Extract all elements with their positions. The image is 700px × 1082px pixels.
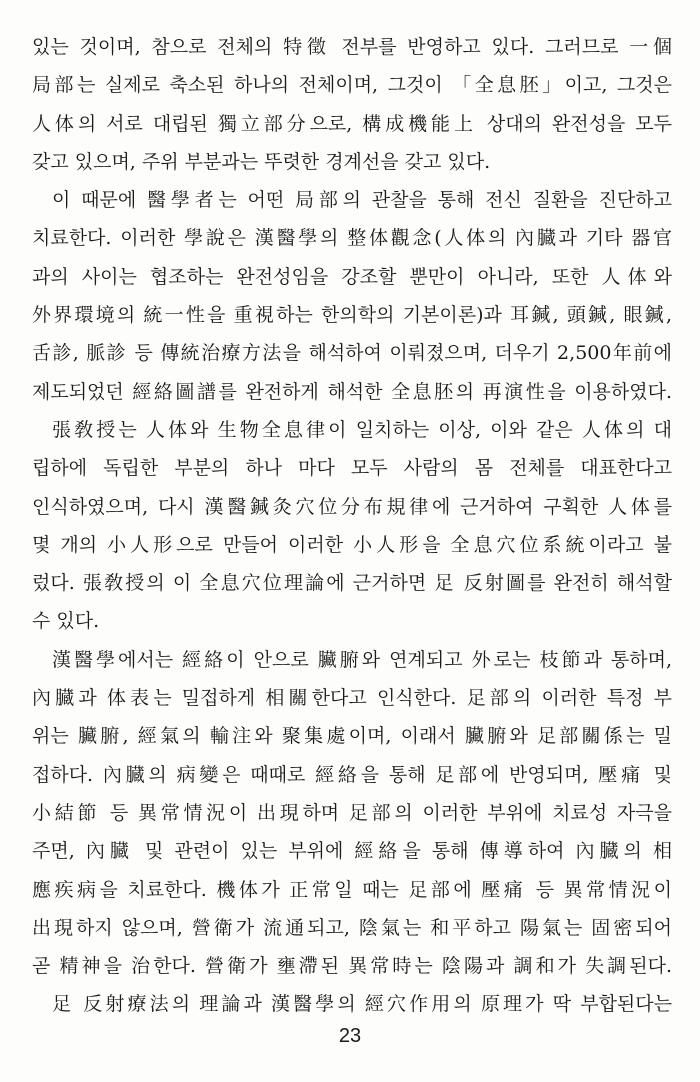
text-line: 과의 사이는 협조하는 완전성임을 강조할 뿐만이 아니라, 또한 人体와	[32, 265, 672, 288]
text-line: 小結節 등 異常情況이 出現하며 足部의 이러한 부위에 치료성 자극을	[32, 801, 672, 824]
paragraph-1	[32, 28, 672, 181]
text-line: 몇 개의 小人形으로 만들어 이러한 小人形을 全息穴位系統이라고 불	[32, 533, 672, 556]
text-line: 足 反射療法의 理論과 漢醫學의 經穴作用의 原理가 딱 부합된다는	[52, 993, 672, 1016]
text-line: 舌診, 脈診 등 傳統治療方法을 해석하여 이뤄졌으며, 더우기 2,500年前에	[32, 342, 672, 365]
text-line: 렀다. 張敎授의 이 全息穴位理論에 근거하면 足 反射圖를 완전히 해석할	[32, 572, 672, 595]
text-line: 內臓과 体表는 밀접하게 相關한다고 인식한다. 足部의 이러한 특정 부	[32, 687, 672, 710]
text-line: 치료한다. 이러한 學說은 漢醫學의 整体觀念(人体의 內臓과 기타 器官	[32, 227, 672, 250]
text-line: 주면, 內臓 및 관련이 있는 부위에 經絡을 통해 傳導하여 內臓의 相	[32, 840, 672, 863]
text-line: 곧 精神을 治한다. 營衛가 壅滯된 異常時는 陰陽과 調和가 失調된다.	[32, 955, 672, 978]
page-number: 23	[338, 1025, 362, 1047]
text-line: 應疾病을 치료한다. 機体가 正常일 때는 足部에 壓痛 등 異常情況이	[32, 878, 672, 901]
text-line: 人体의 서로 대립된 獨立部分으로, 構成機能上 상대의 완전성을 모두	[32, 112, 672, 135]
text-line: 접하다. 內臓의 病變은 때때로 經絡을 통해 足部에 반영되며, 壓痛 및	[32, 763, 672, 786]
text-line: 있는 것이며, 참으로 전체의 特徵 전부를 반영하고 있다. 그러므로 一個	[32, 36, 672, 58]
text-line: 外界環境의 統一性을 重視하는 한의학의 기본이론)과 耳鍼, 頭鍼, 眼鍼,	[32, 304, 672, 327]
text-line: 이 때문에 醫學者는 어떤 局部의 관찰을 통해 전신 질환을 진단하고	[52, 189, 672, 212]
text-line: 張敎授는 人体와 生物全息律이 일치하는 이상, 이와 같은 人体의 대	[52, 418, 672, 441]
text-line: 제도되었던 經絡圖譜를 완전하게 해석한 全息胚의 再演性을 이용하였다.	[32, 380, 672, 403]
text-line: 갖고 있으며, 주위 부분과는 뚜렷한 경계선을 갖고 있다.	[32, 150, 491, 173]
text-line: 위는 臟腑, 經氣의 輸注와 聚集處이며, 이래서 臟腑와 足部關係는 밀	[32, 725, 672, 748]
text-line: 립하에 독립한 부분의 하나 마다 모두 사람의 몸 전체를 대표한다고	[32, 457, 672, 480]
paragraph-4	[32, 641, 672, 986]
text-line: 수 있다.	[32, 610, 100, 633]
paragraph-3	[32, 411, 672, 641]
text-line: 出現하지 않으며, 營衛가 流通되고, 陰氣는 和平하고 陽氣는 固密되어	[32, 916, 672, 939]
text-line: 局部는 실제로 축소된 하나의 전체이며, 그것이 「全息胚」이고, 그것은	[32, 74, 672, 97]
paragraph-5	[32, 985, 672, 1023]
body-text	[32, 28, 672, 1024]
text-line: 인식하였으며, 다시 漢醫鍼灸穴位分布規律에 근거하여 구획한 人体를	[32, 495, 672, 518]
text-line: 漢醫學에서는 經絡이 안으로 臟腑와 연계되고 外로는 枝節과 통하며,	[52, 648, 672, 671]
paragraph-2	[32, 181, 672, 411]
